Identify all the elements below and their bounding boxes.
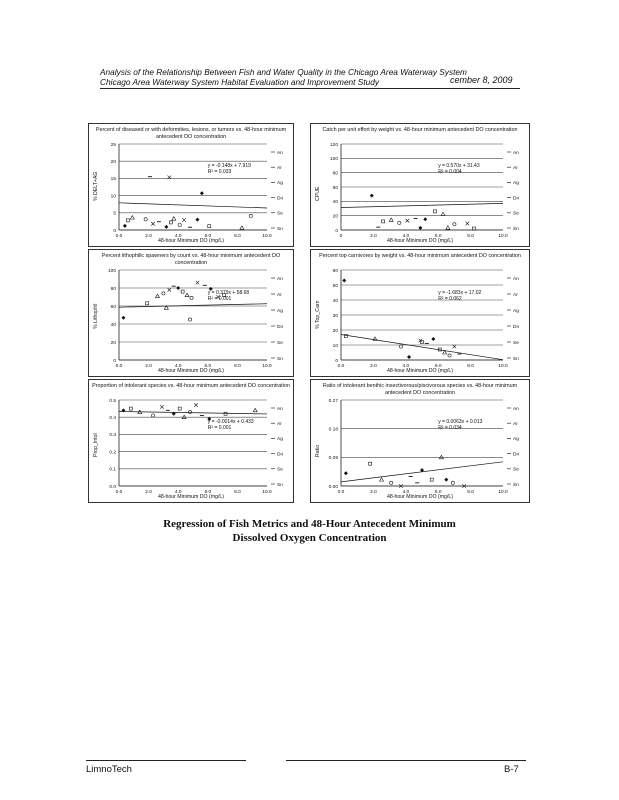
chart-title: Percent of diseased or with deformities, lesions, or tumors vs. 48-hour minimum antecedent DO concentration — [95, 127, 287, 140]
legend-label: Ar — [277, 292, 282, 298]
data-point — [431, 337, 435, 341]
chart-panel-3 — [88, 249, 294, 377]
x-tick-label: 6.0 — [204, 490, 212, 495]
chart-svg — [89, 380, 293, 502]
r-squared-text: R² = 0.004 — [438, 168, 462, 175]
legend-label: Sn — [513, 356, 519, 362]
x-tick-label: 4.0 — [402, 364, 410, 369]
data-point — [181, 290, 184, 293]
y-tick-label: 120 — [329, 142, 338, 148]
trend-line — [119, 203, 267, 208]
x-tick-label: 0.0 — [337, 490, 345, 495]
regression-equation — [208, 163, 251, 175]
legend-label: Ar — [277, 166, 282, 171]
y-tick-label: 25 — [110, 142, 116, 148]
chart-svg — [311, 250, 529, 376]
x-tick-label: 10.0 — [262, 490, 272, 495]
equation-text: y = 0.0063x + 0.013 — [438, 418, 483, 425]
y-tick-label: 60 — [110, 304, 116, 310]
x-tick-label: 0 — [339, 234, 343, 239]
data-point — [188, 410, 191, 413]
y-tick-label: 15 — [110, 177, 116, 183]
chart-svg — [311, 124, 529, 246]
x-tick-label: 6.0 — [204, 234, 212, 239]
chart-panel-4 — [310, 249, 530, 377]
x-tick-label: 6.0 — [434, 364, 442, 369]
legend-label: An — [513, 150, 519, 156]
y-tick-label: 30 — [332, 313, 338, 319]
x-tick-label: 10.0 — [262, 364, 272, 369]
legend-label: Se — [277, 340, 283, 346]
data-point — [430, 478, 433, 481]
y-tick-label: 0.09 — [328, 456, 338, 462]
y-tick-label: 0.1 — [109, 467, 116, 473]
footer-page-number: B-7 — [504, 764, 519, 775]
legend-label: Dn — [513, 452, 520, 458]
y-tick-label: 60 — [332, 268, 338, 274]
data-point — [190, 296, 193, 299]
data-point — [448, 354, 451, 357]
data-point — [160, 405, 164, 409]
x-tick-label: 6.0 — [434, 234, 442, 239]
x-tick-label: 4.0 — [174, 234, 182, 239]
legend-label: Ag — [277, 181, 283, 187]
legend-label: Sn — [513, 482, 519, 488]
y-axis-label: Prop_Intol — [93, 433, 99, 457]
equation-text: y = 0.379x + 58.68 — [207, 289, 250, 296]
data-point — [224, 412, 227, 415]
legend-label: An — [277, 406, 283, 412]
x-tick-label: 4.0 — [402, 234, 410, 239]
chart-svg — [89, 124, 293, 246]
data-point — [407, 355, 411, 359]
x-tick-label: 2.0 — [145, 364, 152, 369]
x-tick-label: 4.0 — [174, 364, 182, 369]
legend-label: An — [513, 406, 519, 412]
chart-title: Catch per unit effort by weight vs. 48-hour minimum antecedent DO concentration — [322, 127, 518, 133]
data-point — [344, 471, 348, 475]
legend-label: Ag — [277, 308, 283, 314]
x-tick-label: 2.0 — [145, 234, 152, 239]
y-tick-label: 20 — [332, 328, 338, 334]
data-point — [200, 191, 204, 195]
x-axis-label: 48-hour Minimum DO (mg/L) — [386, 238, 453, 244]
y-tick-label: 0 — [113, 358, 116, 364]
data-point — [370, 194, 374, 198]
data-point — [169, 221, 172, 224]
legend-label: Se — [277, 211, 283, 217]
data-point — [444, 478, 448, 482]
caption-line-2: Dissolved Oxygen Concentration — [232, 532, 387, 544]
data-point — [162, 292, 165, 295]
data-point — [253, 408, 257, 412]
data-point — [144, 218, 147, 221]
data-point — [441, 212, 445, 216]
x-tick-label: 2.0 — [370, 364, 377, 369]
y-tick-label: 5 — [113, 211, 116, 217]
data-point — [389, 218, 393, 222]
legend-label: Dn — [513, 324, 520, 330]
data-point — [176, 286, 180, 290]
chart-panel-5 — [88, 379, 294, 503]
x-tick-label: 8.0 — [234, 490, 241, 495]
r-squared-text: R² = 0.062 — [438, 295, 462, 302]
chart-title: Ratio of intolerant benthic insectivorous/piscivorous species vs. 48-hour minimum antecedent DO concentration — [322, 383, 518, 396]
y-tick-label: 0.5 — [109, 398, 116, 404]
r-squared-text: R² = 0.001 — [207, 295, 232, 302]
data-point — [121, 316, 125, 320]
data-point — [390, 481, 393, 484]
x-tick-label: 10.0 — [498, 490, 508, 495]
data-point — [182, 218, 186, 222]
equation-text: y = -0.148x + 7.919 — [207, 162, 251, 169]
x-tick-label: 10.0 — [262, 234, 272, 239]
x-axis-label: 48-hour Minimum DO (mg/L) — [157, 494, 224, 500]
x-tick-label: 6.0 — [434, 490, 442, 495]
y-tick-label: 80 — [332, 171, 338, 177]
y-tick-label: 0.2 — [109, 450, 116, 456]
x-tick-label: 8.0 — [467, 490, 474, 495]
x-tick-label: 8.0 — [467, 234, 474, 239]
y-axis-label: Ratio — [315, 444, 321, 457]
legend-label: Ar — [277, 422, 282, 427]
y-tick-label: 20 — [110, 160, 116, 165]
data-point — [249, 214, 252, 217]
data-point — [151, 414, 154, 417]
legend-label: Se — [513, 340, 519, 346]
data-point — [195, 218, 199, 222]
data-point — [418, 226, 422, 230]
y-tick-label: 20 — [332, 214, 338, 220]
legend-label: Dn — [277, 452, 284, 458]
x-axis-label: 48-hour Minimum DO (mg/L) — [157, 368, 224, 374]
data-point — [155, 294, 159, 298]
data-point — [178, 223, 181, 226]
legend-label: Se — [513, 467, 519, 473]
x-tick-label: 2.0 — [145, 490, 152, 495]
y-axis-label: % DELT+AG — [93, 171, 99, 201]
data-point — [240, 226, 244, 230]
y-tick-label: 0 — [335, 228, 338, 234]
data-point — [398, 221, 401, 224]
x-tick-label: 10.0 — [498, 234, 508, 239]
data-point — [130, 216, 134, 220]
data-point — [433, 210, 436, 213]
report-subtitle: Chicago Area Waterway System Habitat Evaluation and Improvement Study — [100, 77, 380, 87]
trend-line — [341, 203, 503, 207]
x-axis-label: 48-hour Minimum DO (mg/L) — [157, 238, 224, 244]
chart-title: Proportion of intolerant species vs. 48-hour minimum antecedent DO concentration — [92, 383, 290, 389]
report-date: cember 8, 2009 — [450, 75, 513, 85]
data-point — [423, 217, 427, 221]
legend-label: Ag — [513, 181, 519, 187]
r-squared-text: R² = 0.034 — [438, 424, 462, 431]
legend-label: Ag — [277, 437, 283, 443]
x-axis-label: 48-hour Minimum DO (mg/L) — [386, 368, 453, 374]
footer-company: LimnoTech — [86, 764, 132, 775]
data-point — [178, 407, 181, 410]
data-point — [146, 302, 149, 305]
x-tick-label: 6.0 — [204, 364, 212, 369]
x-axis-label: 48-hour Minimum DO (mg/L) — [386, 494, 453, 500]
data-point — [208, 225, 211, 228]
data-point — [451, 481, 454, 484]
chart-svg — [311, 380, 529, 502]
equation-text: y = 0.570x + 31.43 — [438, 162, 480, 169]
x-tick-label: 10.0 — [498, 364, 508, 369]
data-point — [185, 293, 189, 297]
legend-label: Sn — [277, 356, 283, 362]
data-point — [151, 222, 155, 226]
legend-label: Se — [513, 211, 519, 217]
legend-label: Dn — [277, 196, 284, 202]
equation-text: y = -0.0014x + 0.433 — [207, 418, 254, 425]
figure-caption — [0, 517, 619, 545]
chart-panel-1 — [88, 123, 294, 247]
y-tick-label: 0.0 — [109, 484, 116, 490]
y-axis-label: % Top_Carn — [315, 300, 321, 329]
legend-label: Ag — [513, 437, 519, 443]
data-point — [172, 217, 176, 221]
trend-line — [119, 304, 267, 307]
y-tick-label: 0 — [335, 358, 338, 364]
r-squared-text: R² = 0.033 — [207, 168, 232, 175]
y-tick-label: 60 — [332, 185, 338, 191]
x-tick-label: 4.0 — [174, 490, 182, 495]
y-tick-label: 40 — [332, 298, 338, 304]
header-rule — [100, 88, 520, 89]
data-point — [369, 462, 372, 465]
legend-label: Dn — [513, 196, 520, 202]
chart-panel-2 — [310, 123, 530, 247]
legend-label: Se — [277, 467, 283, 473]
y-tick-label: 10 — [110, 194, 116, 200]
data-point — [168, 288, 172, 292]
data-point — [126, 219, 129, 222]
caption-line-1: Regression of Fish Metrics and 48-Hour Antecedent Minimum — [163, 518, 456, 530]
legend-label: Ar — [513, 422, 518, 427]
chart-svg — [89, 250, 293, 376]
data-point — [380, 478, 384, 482]
x-tick-label: 0.0 — [115, 490, 123, 495]
y-tick-label: 100 — [107, 268, 116, 274]
data-point — [123, 224, 127, 228]
data-point — [399, 345, 402, 348]
equation-text: y = -1.683x + 17.02 — [438, 289, 482, 296]
y-axis-label: CPUE — [315, 186, 321, 201]
r-squared-text: R² = 0.001 — [207, 424, 232, 431]
legend-label: An — [277, 276, 283, 282]
x-tick-label: 2.0 — [370, 490, 377, 495]
y-axis-label: % Lithophil — [93, 303, 99, 329]
footer-rule-left — [86, 760, 246, 761]
x-tick-label: 0.0 — [337, 364, 345, 369]
x-tick-label: 0.0 — [115, 364, 123, 369]
data-point — [406, 219, 410, 223]
data-point — [129, 407, 132, 410]
legend-label: Ag — [513, 308, 519, 314]
y-tick-label: 0.3 — [109, 433, 116, 439]
y-tick-label: 0.4 — [109, 416, 116, 421]
y-tick-label: 40 — [332, 200, 338, 206]
legend-label: Dn — [277, 324, 284, 330]
x-tick-label: 8.0 — [234, 234, 241, 239]
regression-equation — [438, 290, 481, 302]
data-point — [446, 226, 450, 230]
regression-equation — [438, 419, 482, 431]
y-tick-label: 80 — [110, 286, 116, 292]
footer-rule-right — [286, 760, 526, 761]
legend-label: An — [513, 276, 519, 282]
report-title: Analysis of the Relationship Between Fish and Water Quality in the Chicago Area Waterway System — [100, 67, 467, 77]
x-tick-label: 0.0 — [115, 234, 123, 239]
x-tick-label: 8.0 — [467, 364, 474, 369]
y-tick-label: 20 — [110, 340, 116, 346]
data-point — [466, 222, 470, 226]
chart-title: Percent lithophilic spawners by count vs. 48-hour minimum antecedent DO concentration — [101, 253, 281, 266]
data-point — [196, 281, 200, 285]
y-tick-label: 10 — [332, 343, 338, 349]
regression-equation — [438, 163, 479, 175]
x-tick-label: 8.0 — [234, 364, 241, 369]
data-point — [342, 279, 346, 283]
chart-panel-6 — [310, 379, 530, 503]
y-tick-label: 0.00 — [328, 484, 338, 490]
data-point — [194, 403, 198, 407]
legend-label: An — [277, 150, 283, 156]
chart-title: Percent top carnivores by weight vs. 48-hour minimum antecedent DO concentration — [319, 253, 521, 259]
legend-label: Ar — [513, 292, 518, 298]
y-tick-label: 40 — [110, 322, 116, 328]
legend-label: Sn — [277, 482, 283, 488]
regression-equation — [208, 419, 254, 431]
data-point — [188, 318, 191, 321]
y-tick-label: 0.27 — [328, 398, 338, 404]
y-tick-label: 0.18 — [328, 427, 338, 433]
y-tick-label: 0 — [113, 228, 116, 234]
y-tick-label: 100 — [329, 157, 338, 163]
regression-equation — [208, 290, 249, 302]
data-point — [453, 223, 456, 226]
legend-label: Sn — [277, 226, 283, 232]
data-point — [382, 220, 385, 223]
data-point — [164, 225, 168, 229]
x-tick-label: 2.0 — [370, 234, 377, 239]
legend-label: Sn — [513, 226, 519, 232]
trend-line — [341, 335, 503, 360]
x-tick-label: 4.0 — [402, 490, 410, 495]
y-tick-label: 50 — [332, 283, 338, 289]
legend-label: Ar — [513, 166, 518, 171]
